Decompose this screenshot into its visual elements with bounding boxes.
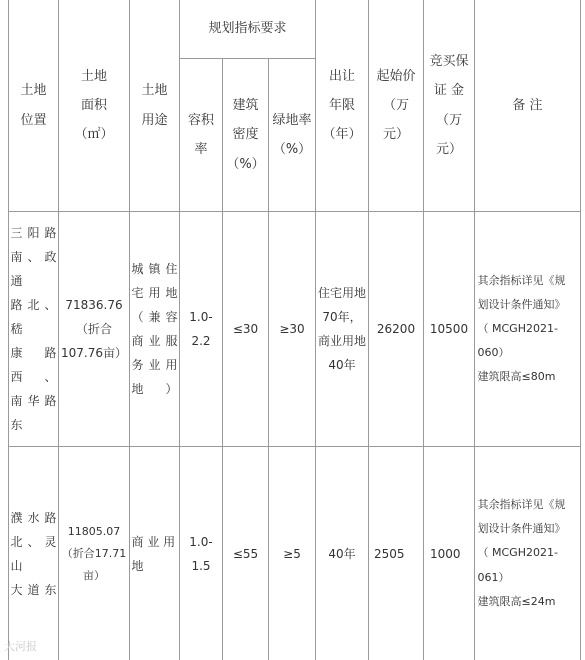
header-remarks: 备 注 <box>512 97 543 113</box>
header-location: 土地 位置 <box>20 83 47 128</box>
table-row <box>9 447 58 660</box>
row2-area: 11805.07 （折合17.71 亩） <box>61 524 127 582</box>
row2-term: 40年 <box>328 546 356 561</box>
row1-area: 71836.76 （折合 107.76亩） <box>61 298 127 360</box>
row1-usage-cell <box>130 212 179 446</box>
row2-remarks: 其余指标详见《规 划设计条件通知》 （ MCGH2021- 061） 建筑限高≤24m <box>477 498 566 608</box>
header-density: 建筑 密度 （%） <box>226 98 265 172</box>
row2-location: 濮 水 路 北、灵山 大道东 <box>10 510 57 597</box>
row2-density: ≤55 <box>232 546 259 561</box>
row1-remarks: 其余指标详见《规 划设计条件通知》 （ MCGH2021- 060） 建筑限高≤80m <box>477 273 566 384</box>
header-planning-group: 规划指标要求 <box>208 21 287 37</box>
row2-remarks-cell <box>475 447 580 660</box>
row1-location: 三 阳 路 南、政通 路北、嵇 康路西、 南华路东 <box>10 226 57 432</box>
row2-start-price: 2505 <box>374 546 405 561</box>
header-deposit: 竞买保 证 金 （万 元） <box>429 54 469 157</box>
row1-start-price: 26200 <box>376 322 416 336</box>
row1-far: 1.0-2.2 <box>189 310 213 348</box>
header-green: 绿地率 （%） <box>272 112 312 157</box>
row1-deposit: 10500 <box>429 322 469 336</box>
row2-deposit: 1000 <box>430 546 461 561</box>
header-far: 容积 率 <box>187 112 214 157</box>
row2-usage-cell <box>130 447 179 660</box>
header-term: 出让 年限 （年） <box>322 68 362 143</box>
row2-green: ≥5 <box>283 546 301 561</box>
row2-far: 1.0-1.5 <box>189 534 213 573</box>
row1-green: ≥30 <box>279 322 305 336</box>
grid-line <box>580 0 581 660</box>
table-row <box>9 212 58 446</box>
row1-remarks-cell <box>475 212 580 446</box>
header-usage: 土地 用途 <box>141 83 168 128</box>
header-area: 土地 面积 （㎡） <box>74 68 114 143</box>
row1-term: 住宅用地 70年， 商业用地 40年 <box>317 286 366 372</box>
row1-density: ≤30 <box>232 322 259 336</box>
row2-usage: 商 业 用 地 <box>131 534 176 573</box>
watermark: 大河报 <box>4 640 37 653</box>
row1-usage: 城 镇 住 宅 用 地 （ 兼 容 商 业 服 务 业 用 地） <box>131 262 178 396</box>
header-start-price: 起始价 （万 元） <box>376 68 416 143</box>
